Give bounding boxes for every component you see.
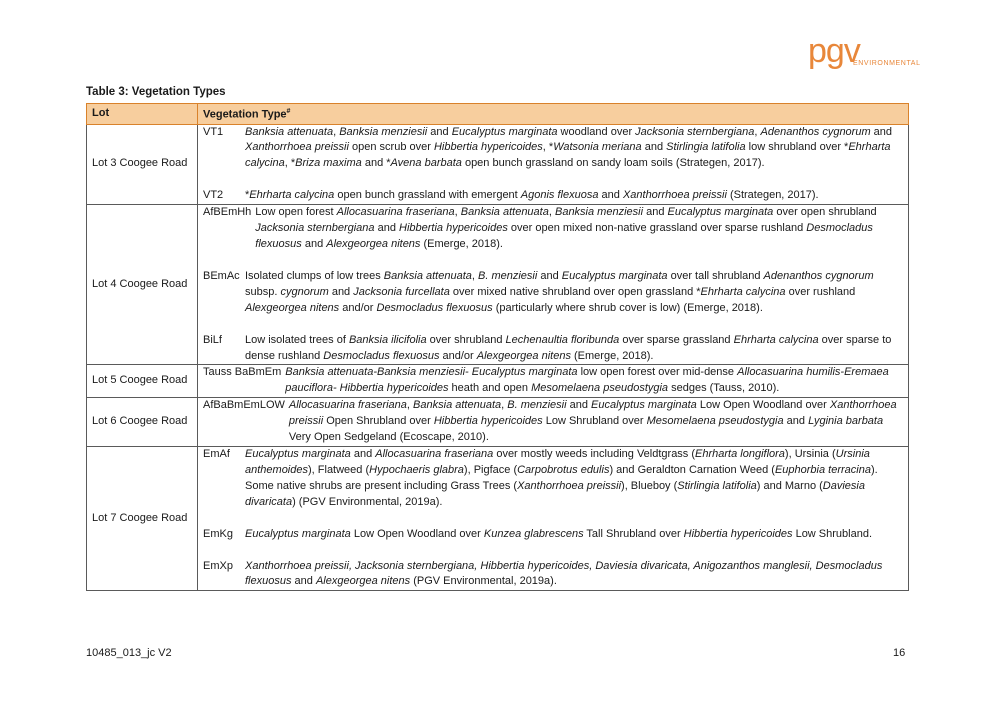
vegetation-description: Xanthorrhoea preissii, Jacksonia sternbergiana, Hibbertia hypericoides, Daviesia divaricata, Anigozanthos manglesii, Desmocladus flexuosus and Alexgeorgea nitens (PGV Environmental, 2019a).	[245, 559, 883, 588]
vegetation-entry	[203, 269, 903, 317]
vegetation-code: EmXp	[203, 559, 233, 572]
entry-spacer	[203, 511, 903, 527]
logo-mark: pgv	[808, 32, 860, 70]
vegetation-cell	[198, 124, 909, 205]
vegetation-entry	[203, 205, 903, 253]
vegetation-code: EmAf	[203, 447, 230, 460]
table-header-row	[87, 104, 909, 125]
vegetation-description: Allocasuarina fraseriana, Banksia attenuata, B. menziesii and Eucalyptus marginata Low Open Woodland over Xanthorrhoea preissii Open Shrubland over Hibbertia hypericoides Low Shrubland over Mesomelaena pseudostygia and Lyginia barbata Very Open Sedgeland (Ecoscape, 2010).	[288, 399, 897, 444]
header-vegetation-type: Vegetation Type#	[198, 104, 909, 125]
lot-cell: Lot 7 Coogee Road	[87, 446, 198, 590]
vegetation-table	[86, 103, 909, 591]
vegetation-cell	[198, 365, 909, 398]
vegetation-code: VT2	[203, 189, 224, 202]
vegetation-description: Low isolated trees of Banksia ilicifolia over shrubland Lechenaultia floribunda over sparse grassland Ehrharta calycina over sparse to dense rushland Desmocladus flexuosus and/or Alexgeorgea nitens (Emerge, 2018).	[245, 333, 892, 362]
vegetation-entry	[203, 188, 903, 204]
entry-spacer	[203, 317, 903, 333]
logo-subtitle: ENVIRONMENTAL	[853, 60, 921, 67]
vegetation-description: Eucalyptus marginata Low Open Woodland over Kunzea glabrescens Tall Shrubland over Hibbertia hypericoides Low Shrubland.	[245, 527, 873, 540]
table-body	[87, 124, 909, 591]
vegetation-description: Isolated clumps of low trees Banksia attenuata, B. menziesii and Eucalyptus marginata over tall shrubland Adenanthos cygnorum subsp. cygnorum and Jacksonia furcellata over mixed native shrubland over open grassland *Ehrharta calycina over rushland Alexgeorgea nitens and/or Desmocladus flexuosus (particularly where shrub cover is low) (Emerge, 2018).	[245, 269, 874, 314]
vegetation-entry	[203, 447, 903, 511]
vegetation-description: Eucalyptus marginata and Allocasuarina fraseriana over mostly weeds including Veldtgrass (Ehrharta longiflora), Ursinia (Ursinia anthemoides), Flatweed (Hypochaeris glabra), Pigface (Carpobrotus edulis) and Geraldton Carnation Weed (Euphorbia terracina). Some native shrubs are present including Grass Trees (Xanthorrhoea preissii), Blueboy (Stirlingia latifolia) and Marno (Daviesia divaricata) (PGV Environmental, 2019a).	[245, 447, 878, 508]
page-number: 16	[893, 647, 906, 659]
vegetation-entry	[203, 527, 903, 543]
vegetation-entry	[203, 365, 903, 397]
vegetation-description: *Ehrharta calycina open bunch grassland with emergent Agonis flexuosa and Xanthorrhoea preissii (Strategen, 2017).	[245, 189, 819, 202]
vegetation-entry	[203, 125, 903, 173]
table-row	[87, 205, 909, 365]
vegetation-cell	[198, 398, 909, 447]
vegetation-entry	[203, 559, 903, 591]
table-row	[87, 124, 909, 205]
table-row	[87, 398, 909, 447]
vegetation-code: EmKg	[203, 527, 233, 540]
lot-cell: Lot 5 Coogee Road	[87, 365, 198, 398]
vegetation-code: BEmAc	[203, 269, 240, 282]
company-logo	[805, 32, 921, 74]
vegetation-description: Banksia attenuata, Banksia menziesii and Eucalyptus marginata woodland over Jacksonia sternbergiana, Adenanthos cygnorum and Xanthorrhoea preissii open scrub over Hibbertia hypericoides, *Watsonia meriana and Stirlingia latifolia low shrubland over *Ehrharta calycina, *Briza maxima and *Avena barbata open bunch grassland on sandy loam soils (Strategen, 2017).	[245, 125, 893, 170]
entry-spacer	[203, 172, 903, 188]
vegetation-code: VT1	[203, 125, 224, 138]
document-reference: 10485_013_jc V2	[86, 647, 172, 659]
vegetation-entry	[203, 398, 903, 446]
vegetation-code: Tauss BaBmEm	[203, 366, 282, 379]
header-lot: Lot	[87, 104, 198, 125]
vegetation-description: Banksia attenuata-Banksia menziesii- Eucalyptus marginata low open forest over mid-dense Allocasuarina humilis-Eremaea pauciflora- Hibbertia hypericoides heath and open Mesomelaena pseudostygia sedges (Tauss, 2010).	[285, 366, 889, 395]
table-row	[87, 365, 909, 398]
header-footnote-marker: #	[286, 108, 291, 115]
vegetation-code: AfBaBmEmLOW	[203, 399, 285, 412]
lot-cell: Lot 4 Coogee Road	[87, 205, 198, 365]
lot-cell: Lot 6 Coogee Road	[87, 398, 198, 447]
vegetation-description: Low open forest Allocasuarina fraseriana, Banksia attenuata, Banksia menziesii and Eucalyptus marginata over open shrubland Jacksonia sternbergiana and Hibbertia hypericoides over open mixed non-native grassland over sparse rushland Desmocladus flexuosus and Alexgeorgea nitens (Emerge, 2018).	[255, 206, 877, 250]
vegetation-cell	[198, 205, 909, 365]
entry-spacer	[203, 543, 903, 559]
vegetation-code: BiLf	[203, 333, 222, 346]
lot-cell: Lot 3 Coogee Road	[87, 124, 198, 205]
vegetation-code: AfBEmHh	[203, 206, 252, 219]
entry-spacer	[203, 253, 903, 269]
vegetation-entry	[203, 333, 903, 365]
table-title: Table 3: Vegetation Types	[86, 86, 226, 98]
table-row	[87, 446, 909, 590]
vegetation-cell	[198, 446, 909, 590]
